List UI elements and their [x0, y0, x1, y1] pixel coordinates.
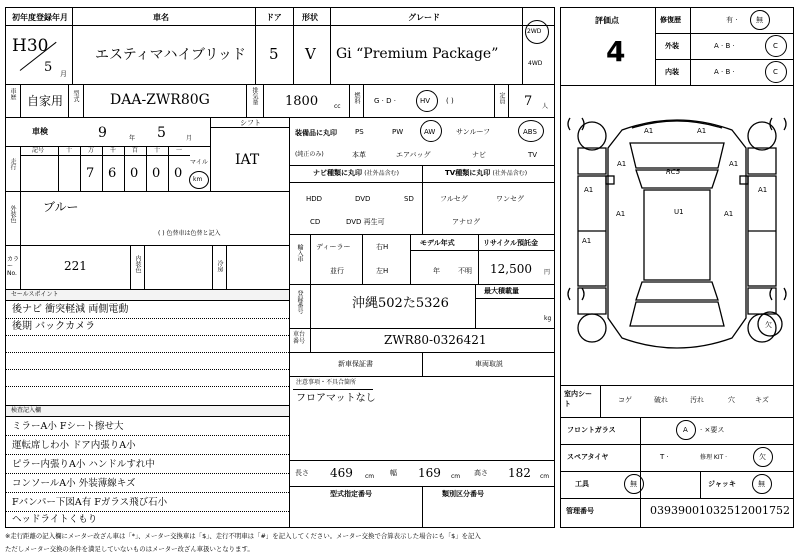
- equip-aw: AW: [424, 128, 436, 136]
- spare-tire-header: スペアタイヤ: [567, 453, 609, 461]
- inspection-note-3: コンソールA小 外装薄線キズ: [12, 478, 136, 489]
- mileage-digit-4: 0: [152, 166, 161, 181]
- navi-sd: SD: [404, 195, 414, 203]
- inspection-note-2: ピラー内張りA小 ハンドルすれ中: [12, 459, 155, 470]
- mark-1: A1: [697, 127, 707, 135]
- model-year-year: 年: [433, 267, 440, 275]
- equip-tv: TV: [528, 151, 538, 159]
- fuel-paren: ( ): [446, 97, 454, 105]
- color-no-header: カラーNo.: [7, 256, 20, 278]
- mark-missing: 欠: [765, 321, 772, 329]
- equip-pw: PW: [392, 128, 404, 136]
- footer-line-1: ※走行距離の記入欄にメーター改ざん車は「*」、メーター交換車は「$」、走行不明車は「#」を記入してください。メーター交換で合算表示した場合にも「$」を記入: [5, 532, 481, 540]
- mileage-digit-header-0: 記号: [32, 147, 45, 154]
- windshield-header: フロントガラス: [567, 426, 616, 434]
- fuel-selected: HV: [420, 97, 431, 105]
- plate-header: 登録番号: [296, 290, 303, 314]
- navi-dvd: DVD: [355, 195, 371, 203]
- mileage-digit-3: 0: [130, 166, 139, 181]
- inspection-year: 9: [98, 125, 107, 141]
- windshield-selected: A: [683, 426, 688, 434]
- navi-dvd-play: DVD 再生可: [346, 218, 385, 226]
- dealer-label: ディーラー: [316, 243, 351, 251]
- mileage-digit-header-6: 一: [176, 147, 183, 154]
- inspection-note-0: ミラーA小 Fシート擦せ大: [12, 421, 124, 432]
- seat-header: 室内シート: [564, 390, 592, 408]
- interior-selected: C: [773, 68, 778, 76]
- capacity-header: 定員: [498, 92, 505, 104]
- length-label: 長さ: [295, 469, 309, 477]
- mark-3: A1: [729, 160, 739, 168]
- mark-7: A1: [724, 210, 734, 218]
- shape-header: 形状: [302, 13, 318, 22]
- tv-header: TV種類に丸印 (社外品含む): [445, 169, 528, 177]
- plate-value: 沖縄502た5326: [352, 296, 449, 311]
- drive-2wd: 2WD: [527, 28, 542, 35]
- inspection-note-5: ヘッドライトくもり: [12, 514, 98, 525]
- capacity-unit: 人: [542, 103, 549, 110]
- displacement-value: 1800: [285, 94, 319, 109]
- model-value: DAA-ZWR80G: [110, 92, 210, 108]
- mileage-digit-header-1: 十: [66, 147, 73, 154]
- door-header: ドア: [266, 13, 282, 22]
- tv-analog: アナログ: [452, 218, 480, 226]
- recycle-header: リサイクル預託金: [483, 239, 539, 247]
- width-label: 幅: [390, 469, 397, 477]
- length-unit: cm: [365, 473, 375, 480]
- equip-ps: PS: [355, 128, 364, 136]
- seat-option-2: 汚れ: [690, 396, 704, 404]
- grade-value: Gi “Premium Package”: [336, 46, 499, 62]
- color-header: 外装色: [9, 205, 16, 223]
- equip-airbag: エアバッグ: [396, 151, 431, 159]
- usage-header: 車歴: [9, 88, 16, 100]
- equip-leather: 本革: [352, 151, 366, 159]
- exterior-options: A · B ·: [714, 42, 735, 50]
- displacement-unit: cc: [334, 103, 341, 110]
- type-designation-header: 型式指定番号: [330, 490, 372, 498]
- parallel-label: 並行: [330, 267, 344, 275]
- caution-value: フロアマットなし: [296, 393, 376, 404]
- mark-0: A1: [644, 127, 654, 135]
- mileage-digit-header-4: 百: [132, 147, 139, 154]
- inspection-month: 5: [157, 125, 166, 141]
- mileage-digit-header-5: 十: [154, 147, 161, 154]
- spare-tire-options: T ·: [660, 453, 669, 461]
- repair-header: 修復歴: [660, 16, 681, 24]
- tv-fullseg: フルセグ: [440, 195, 468, 203]
- mileage-digit-header-2: 万: [88, 147, 95, 154]
- inspection-month-unit: 月: [186, 135, 193, 142]
- width-unit: cm: [451, 473, 461, 480]
- navi-header: ナビ種類に丸印 (社外品含む): [313, 169, 399, 177]
- import-header: 輸入車: [296, 244, 303, 262]
- mileage-digit-1: 7: [86, 166, 95, 181]
- seat-option-0: コゲ: [618, 396, 632, 404]
- mileage-digit-header-3: 千: [110, 147, 117, 154]
- max-load-unit: kg: [544, 315, 552, 322]
- height-unit: cm: [540, 473, 550, 480]
- color-value: ブルー: [43, 200, 79, 214]
- mark-9: U1: [674, 208, 684, 216]
- cooler-header: 冷房: [216, 260, 223, 272]
- mileage-digit-2: 6: [108, 166, 117, 181]
- fuel-options: G · D ·: [374, 97, 396, 105]
- tools-selected: 無: [630, 480, 637, 488]
- model-year-header: モデル年式: [420, 239, 455, 247]
- mileage-digit-5: 0: [174, 166, 183, 181]
- car-name-header: 車名: [153, 13, 169, 22]
- jack-selected: 無: [758, 480, 765, 488]
- recycle-unit: 円: [544, 269, 551, 276]
- score-header: 評価点: [595, 16, 619, 25]
- shape-value: V: [305, 45, 316, 63]
- sales-points-header: セールスポイント: [11, 291, 59, 298]
- mark-4: A1: [584, 186, 594, 194]
- usage-value: 自家用: [27, 94, 64, 108]
- left-h-label: 左H: [376, 267, 389, 275]
- inspection-note-4: Fバンパー下図A有 Fガラス飛び石小: [12, 497, 168, 508]
- car-damage-diagram: [562, 88, 792, 380]
- fuel-header: 燃料: [353, 92, 360, 104]
- mark-2: A1: [617, 160, 627, 168]
- reg-year-header: 初年度登録年月: [12, 13, 68, 22]
- chassis-value: ZWR80-0326421: [384, 333, 487, 347]
- displacement-header: 排気量: [251, 87, 258, 105]
- sales-point-1: 後期 バックカメラ: [12, 321, 96, 332]
- windshield-rest: · ×要ス: [700, 426, 725, 434]
- seat-option-1: 破れ: [654, 396, 668, 404]
- equip-sunroof: サンルーフ: [456, 128, 491, 136]
- jack-header: ジャッキ: [708, 480, 736, 488]
- mark-5: A1: [758, 186, 768, 194]
- capacity-value: 7: [524, 94, 533, 109]
- mileage-header: 走行: [9, 158, 16, 170]
- inspection-note-1: 運転席しわ小 ドア内張りA小: [12, 440, 136, 451]
- spare-tire-selected: 欠: [759, 453, 766, 461]
- door-value: 5: [269, 45, 279, 63]
- model-year-unknown: 不明: [458, 267, 472, 275]
- equip-abs: ABS: [523, 128, 537, 136]
- inspection-year-unit: 年: [129, 135, 136, 142]
- spare-tire-kit: 修理 KIT ·: [700, 454, 728, 461]
- drive-4wd: 4WD: [528, 60, 543, 67]
- interior-header: 内装: [665, 68, 679, 76]
- inspection-header: 車検: [32, 127, 48, 136]
- max-load-header: 最大積載量: [484, 287, 519, 295]
- recycle-value: 12,500: [490, 262, 532, 276]
- seat-option-3: 穴: [728, 396, 735, 404]
- height-value: 182: [508, 466, 531, 480]
- chassis-header: 車台番号: [293, 331, 306, 346]
- reg-year-value: H30: [12, 36, 49, 56]
- management-header: 管理番号: [566, 507, 594, 515]
- inspection-notes-header: 検査記入欄: [11, 407, 42, 414]
- equip-navi: ナビ: [472, 151, 486, 159]
- mileage-unit-top: マイル: [190, 159, 208, 166]
- score-value: 4: [606, 35, 626, 68]
- car-name-value: エスティマハイブリッド: [95, 47, 246, 63]
- length-value: 469: [330, 466, 353, 480]
- mark-6: A1: [616, 210, 626, 218]
- equipment-subheader: (純正のみ): [295, 151, 324, 158]
- tv-oneseg: ワンセグ: [496, 195, 524, 203]
- navi-hdd: HDD: [306, 195, 323, 203]
- sales-point-0: 後ナビ 衝突軽減 両側電動: [12, 304, 129, 315]
- color-no-value: 221: [64, 259, 87, 273]
- navi-cd: CD: [310, 218, 321, 226]
- height-label: 高さ: [474, 469, 488, 477]
- mark-8: A1: [582, 237, 592, 245]
- right-h-label: 右H: [376, 243, 389, 251]
- mark-10: RC5: [666, 168, 681, 176]
- vehicle-manual: 車両取説: [475, 360, 503, 368]
- grade-header: グレード: [408, 13, 440, 22]
- shift-header: シフト: [240, 119, 261, 127]
- tools-header: 工具: [575, 480, 589, 488]
- shift-value: IAT: [235, 152, 260, 168]
- width-value: 169: [418, 466, 441, 480]
- model-header: 型式: [72, 90, 79, 102]
- exterior-selected: C: [773, 42, 778, 50]
- category-header: 類別区分番号: [442, 490, 484, 498]
- seat-option-4: キズ: [755, 396, 769, 404]
- exterior-header: 外装: [665, 42, 679, 50]
- repair-options: 有 ·: [726, 16, 738, 24]
- new-car-warranty: 新車保証書: [338, 360, 373, 368]
- reg-month-unit: 月: [60, 70, 67, 78]
- interior-color-header: 内装色: [134, 255, 141, 273]
- interior-options: A · B ·: [714, 68, 735, 76]
- caution-header: 注意事項・不具合箇所: [296, 379, 357, 386]
- reg-month-value: 5: [44, 60, 53, 75]
- management-value: 0393900103251200175​2: [650, 504, 790, 517]
- mileage-unit: km: [193, 176, 203, 183]
- color-note: ( ) 色替車は色替と記入: [158, 230, 221, 237]
- footer-line-2: ただしメーター交換の条件を満足していないものはメーター改ざん車扱いとなります。: [5, 545, 254, 553]
- equipment-header: 装備品に丸印: [295, 129, 337, 137]
- repair-selected: 無: [756, 16, 763, 24]
